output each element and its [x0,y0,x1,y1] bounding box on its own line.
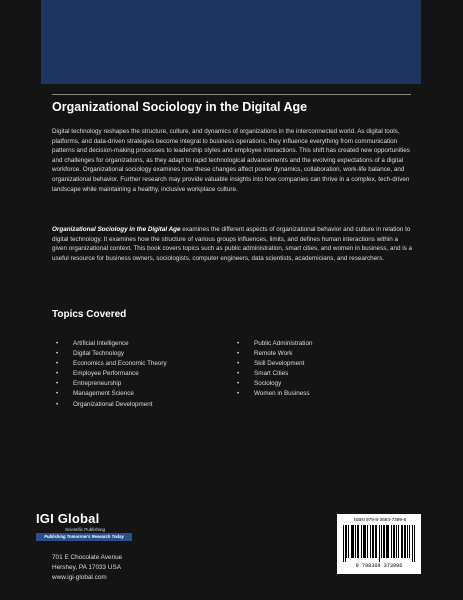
publisher-logo-word: IGI Global [36,511,100,526]
publisher-tagline: Publishing Tomorrow's Research Today [36,533,132,541]
topics-heading: Topics Covered [52,309,127,320]
address-line-2: Hershey, PA 17033 USA [52,564,122,571]
publisher-logo-subtitle: Scientific Publishing [64,527,106,532]
publisher-logo [36,511,138,547]
description-paragraph-1: Digital technology reshapes the structure, culture, and dynamics of organizations in the interconnected world. As digital tools, platforms, and data-driven strategies become integral to business operations, they influence everything from communication patterns and decision-making processes to leadership styles and employee interactions. This shift has created new opportunities and challenges for organizations, as they adapt to rapid technological advancements and the evolving expectations of a digital workforce. Organizational sociology examines how these changes affect power dynamics, collaboration, work-life balance, and organizational behavior. Further research may provide valuable insights into how companies can thrive in a complex, tech-driven landscape while maintaining a healthy, inclusive workplace culture. [52,128,410,193]
description-paragraph-2-text: examines the different aspects of organizational behavior and culture in relation to digital technology. It examines how the structure of various groups influences, limits, and defines human interactions within a given organizational context. This book covers topics such as public administration, smart cities, and women in business, and is a useful resource for business owners, sociologists, computer engineers, data scientists, academicians, and researchers. [52,226,413,262]
topic-item: • Women in Business [237,389,312,399]
isbn-barcode [337,514,421,574]
address-line-1: 701 E Chocolate Avenue [52,554,123,561]
topic-item: • Digital Technology [56,349,167,359]
topic-item: • Skill Development [237,359,312,369]
topic-item: • Employee Performance [56,369,167,379]
topic-item: • Remote Work [237,349,312,359]
isbn-label: ISBN 979-8-3693-7399-6 [353,517,407,522]
topic-item: • Management Science [56,389,167,399]
topic-item: • Sociology [237,379,312,389]
book-title: Organizational Sociology in the Digital Age [52,100,308,114]
topic-item: • Public Administration [237,339,312,349]
barcode-number: 9 798369 373996 [355,563,403,569]
title-divider [52,94,411,95]
description-paragraph-2 [52,225,414,263]
topic-item: • Artificial Intelligence [56,339,167,349]
publisher-website: www.igi-global.com [52,574,107,581]
topics-list-left [56,339,167,410]
description-book-title: Organizational Sociology in the Digital Age [52,226,181,233]
topic-item: • Smart Cities [237,369,312,379]
topics-list-right [237,339,312,400]
publisher-address [52,553,122,583]
cover-color-panel [41,0,421,84]
topic-item: • Entrepreneurship [56,379,167,389]
topic-item: • Organizational Development [56,400,167,410]
barcode-bars [343,525,415,562]
topic-item: • Economics and Economic Theory [56,359,167,369]
